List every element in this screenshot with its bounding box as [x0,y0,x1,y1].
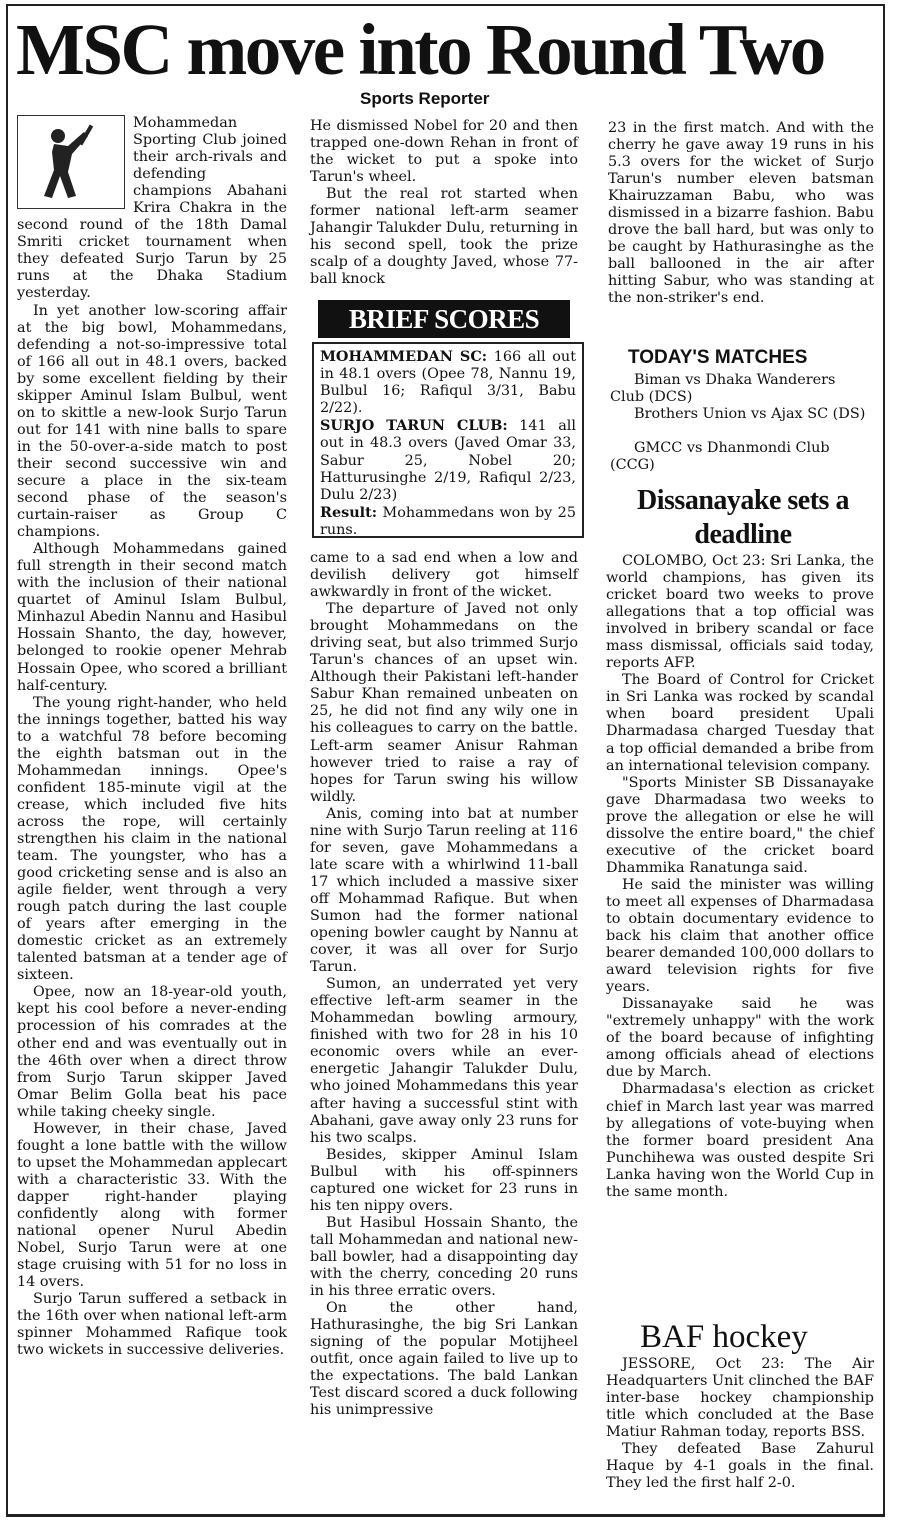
team-label: SURJO TARUN CLUB: [320,417,508,435]
bottom-rule [6,1514,885,1517]
match-text: GMCC vs Dhanmondi Club (CCG) [610,440,830,473]
column-2-top [310,118,578,288]
baf-hockey-article [606,1356,874,1492]
paragraph: In yet another low-scoring affair at the big bowl, Mohammedans, defending a not-so-impressive total of 166 all out in 48.1 overs, backed by some excellent fielding by their skipper Aminul Islam Bulbul, went on to skittle a new-look Surjo Tarun out for 141 with nine balls to spare in the 50-over-a-side match to post their second successive win and secure a place in the six-team second phase of the season's curtain-raiser as Group C champions. [17,302,287,541]
match-text: Biman vs Dhaka Wanderers Club (DCS) [610,372,836,405]
paragraph: COLOMBO, Oct 23: Sri Lanka, the world champions, has given its cricket board two weeks to prove allegations that a top official was involved in bribery scandal or face mass dismissal, officials said today, reports AFP. [606,553,874,672]
brief-score-line [320,417,576,503]
paragraph: Sumon, an underrated yet very effective left-arm seamer in the Mohammedan bowling armoury, finished with two for 28 in his 10 economic overs while an ever-energetic Jahangir Talukder Dulu, who joined Mohammedans this year after having a successful stint with Abahani, gave away only 23 runs for his two scalps. [310,976,578,1146]
paragraph: He dismissed Nobel for 20 and then trapped one-down Rehan in front of the wicket to put a spoke into Tarun's wheel. [310,118,578,186]
paragraph: "Sports Minister SB Dissanayake gave Dharmadasa two weeks to prove the allegation or else he will dissolve the entire board," the chief executive of the cricket board Dhammika Ranatunga said. [606,774,874,876]
paragraph: came to a sad end when a low and devilish delivery got himself awkwardly in front of the wicket. [310,550,578,601]
main-headline: MSC move into Round Two [16,9,824,90]
column-1 [17,115,287,1359]
todays-matches-heading: TODAY'S MATCHES [628,347,808,368]
score-text: 141 all out in 48.3 overs (Javed Omar 33, Sabur 25, Nobel 20; Hatturusinghe 2/19, Rafiqul 2/23, Dulu 2/23) [320,418,577,503]
paragraph: Dharmadasa's election as cricket chief in March last year was marred by allegations of vote-buying when the former board president Ana Punchihewa was ousted despite Sri Lanka having won the World Cup in the same month. [606,1081,874,1200]
brief-score-line [320,348,576,417]
paragraph: Besides, skipper Aminul Islam Bulbul with his off-spinners captured one wicket for 23 runs in his ten nippy overs. [310,1146,578,1214]
dissanayake-headline: Dissanayake sets a deadline [637,485,849,550]
paragraph: Anis, coming into bat at number nine with Surjo Tarun reeling at 116 for seven, gave Mohammedans a late scare with a whirlwind 11-ball 17 which included a massive sixer off Mohammad Rafique. But when Sumon had the former national opening bowler caught by Nannu at cover, it was all over for Surjo Tarun. [310,805,578,976]
match-item [610,440,874,474]
paragraph: Opee, now an 18-year-old youth, kept his cool before a never-ending procession of his comrades at the other end and was eventually out in the 46th over when a direct throw from Surjo Tarun skipper Javed Omar Belim Golla beat his pace while taking cheeky single. [17,984,287,1120]
paragraph: Although Mohammedans gained full strength in their second match with the inclusion of their national quartet of Aminul Islam Bulbul, Minhazul Abedin Nannu and Hasibul Hossain Shanto, the day, however, belonged to rookie opener Mehrab Hossain Opee, who scored a brilliant half-century. [17,541,287,694]
score-text: 166 all out in 48.1 overs (Opee 78, Nannu 19, Bulbul 16; Rafiqul 3/31, Babu 2/22). [320,349,576,417]
match-item [610,406,874,423]
paragraph: The young right-hander, who held the innings together, batted his way to a watchful 78 before becoming the eighth batsman out in the Mohammedan innings. Opee's confident 185-minute vigil at the crease, which included five hits across the rope, will certainly strengthen his claim in the national team. The youngster, who has a good cricketing sense and is also an agile fielder, went through a very rough patch during the last couple of years after emerging in the domestic cricket as an extremely talented batsman at a tender age of sixteen. [17,694,287,984]
column-3-top [608,120,874,308]
brief-result-line [320,504,576,539]
paragraph: The departure of Javed not only brought Mohammedans on the driving seat, but also trimmed Surjo Tarun's chances of an upset win. Although their Pakistani left-hander Sabur Khan remained unbeaten on 25, he did not find any wily one in his colleagues to carry on the battle. Left-arm seamer Anisur Rahman however tried to raise a ray of hopes for Tarun swing his willow wildly. [310,601,578,805]
match-item [610,372,874,406]
paragraph: The Board of Control for Cricket in Sri Lanka was rocked by scandal when board president Upali Dharmadasa charged Tuesday that a top official demanded a bribe from an international television company. [606,672,874,774]
team-label: MOHAMMEDAN SC: [320,348,488,365]
paragraph: He said the minister was willing to meet all expenses of Dharmadasa to obtain documentary evidence to back his claim that another office bearer demanded 100,000 dollars to award television rights for five years. [606,876,874,996]
match-text: Brothers Union vs Ajax SC (DS) [634,406,866,422]
brief-scores-title: BRIEF SCORES [348,303,540,334]
paragraph: They defeated Base Zahurul Haque by 4-1 goals in the final. They led the first half 2-0. [606,1441,874,1492]
paragraph: 23 in the first match. And with the cherry he gave away 19 runs in his 5.3 overs for the wicket of Surjo Tarun's number eleven batsman Khairuzzaman Babu, who was dismissed in a bizarre fashion. Babu drove the ball hard, but was only to be caught by Hathurasinghe as the ball ballooned in the air after hitting Sabur, who was standing at the non-striker's end. [608,120,874,307]
result-label: Result: [320,503,378,521]
cricket-batsman-icon [17,115,125,209]
paragraph: But the real rot started when former national left-arm seamer Jahangir Talukder Dulu, returning in his second spell, took the prize scalp of a doughty Javed, whose 77-ball knock [310,186,578,288]
paragraph: But Hasibul Hossain Shanto, the tall Mohammedan and national new-ball bowler, had a disappointing day with the cherry, conceding 20 runs in his three erratic overs. [310,1214,578,1300]
paragraph: On the other hand, Hathurasinghe, the big Sri Lankan signing of the popular Motijheel outfit, once again failed to live up to the expectations. The bald Lankan Test discard scored a duck following his unimpressive [310,1300,578,1419]
brief-scores-banner [318,300,570,338]
byline: Sports Reporter [360,89,490,108]
brief-scores-box [312,342,584,538]
column-2-bottom [310,550,578,1419]
paragraph: However, in their chase, Javed fought a lone battle with the willow to upset the Mohammedan applecart with a characteristic 33. With the dapper right-hander playing confidently along with former national opener Nurul Abedin Nobel, Surjo Tarun were at one stage cruising with 51 for no loss in 14 overs. [17,1120,288,1291]
paragraph: Mohammedan Sporting Club joined their arch-rivals and defending champions Abahani Krira Chakra in the second round of the 18th Damal Smriti cricket tournament when they defeated Surjo Tarun by 25 runs at the Dhaka Stadium yesterday. [17,115,287,302]
result-text: Mohammedans won by 25 runs. [320,504,576,538]
paragraph: Dissanayake said he was "extremely unhappy" with the work of the board because of infighting among officials ahead of elections due by March. [606,996,874,1081]
dissanayake-article [606,553,874,1201]
baf-hockey-headline: BAF hockey [640,1319,808,1355]
paragraph: Surjo Tarun suffered a setback in the 16th over when national left-arm spinner Mohammed Rafique took two wickets in successive deliveries. [17,1291,287,1359]
paragraph: JESSORE, Oct 23: The Air Headquarters Unit clinched the BAF inter-base hockey championship title which concluded at the Base Matiur Rahman today, reports BSS. [606,1356,874,1441]
